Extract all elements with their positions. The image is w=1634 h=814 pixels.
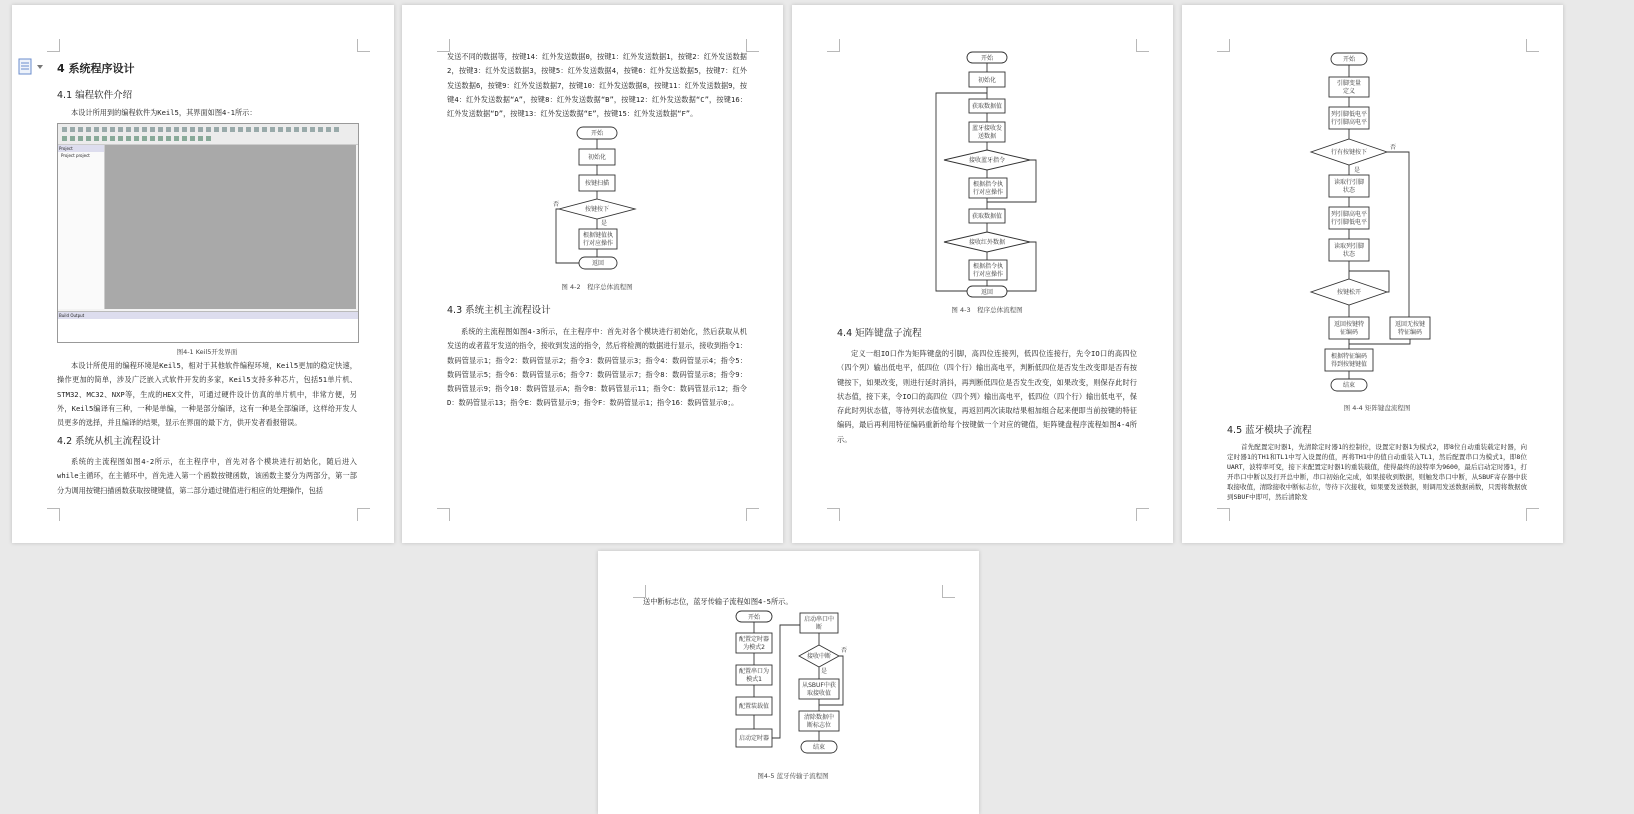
paragraph: 送中断标志位，蓝牙传输子流程如图4-5所示。 — [643, 597, 793, 606]
toolbar-icons — [62, 127, 342, 132]
flow-text: 得到按键键值 — [1330, 361, 1368, 368]
toolbar-icons — [62, 136, 212, 141]
flow-label: 否 — [840, 647, 848, 654]
project-panel-title: Project — [58, 145, 104, 152]
flow-text: 行对应操作 — [972, 271, 1004, 278]
flowchart-4-5 — [728, 609, 858, 759]
project-panel — [58, 145, 105, 309]
flow-text: 启动串口中 — [803, 616, 835, 623]
section-heading-4-1: 4.1 编程软件介绍 — [57, 90, 133, 101]
flow-text: 状态 — [1342, 187, 1356, 194]
flow-text: 返回 — [980, 289, 994, 296]
flow-text: 配置串口为 — [738, 668, 770, 675]
section-heading-4-3: 4.3 系统主机主流程设计 — [447, 305, 551, 316]
build-output-panel — [58, 311, 358, 342]
flow-text: 结束 — [812, 744, 826, 751]
flow-text: 行对应操作 — [972, 189, 1004, 196]
flow-label: 是 — [820, 668, 828, 675]
page-corner-mark — [1217, 508, 1230, 521]
flow-label: 否 — [1389, 144, 1397, 151]
page-corner-mark — [47, 508, 60, 521]
flow-text: 断标志位 — [806, 722, 832, 729]
flow-text: 开始 — [1342, 56, 1356, 63]
flow-text: 返回按键特 — [1333, 321, 1365, 328]
page-corner-mark — [746, 39, 759, 52]
flow-text: 清除数据中 — [803, 714, 835, 721]
keil5-screenshot — [57, 123, 359, 343]
document-page-5 — [598, 551, 979, 814]
flow-text: 按键扫描 — [584, 180, 610, 187]
flow-text: 断 — [815, 624, 823, 631]
page-corner-mark — [1136, 508, 1149, 521]
flow-text: 开始 — [980, 55, 994, 62]
editor-area — [105, 145, 356, 309]
flow-text: 行有按键按下 — [1330, 149, 1368, 156]
flow-text: 按键按下 — [584, 206, 610, 213]
section-heading-4-4: 4.4 矩阵键盘子流程 — [837, 328, 922, 339]
flow-text: 行对应操作 — [582, 240, 614, 247]
flow-text: 配置装载值 — [738, 703, 770, 710]
flow-text: 开始 — [590, 130, 604, 137]
page-corner-mark — [1526, 508, 1539, 521]
page-corner-mark — [437, 508, 450, 521]
flow-text: 结束 — [1342, 382, 1356, 389]
paragraph: 系统的主流程图如图4-3所示，在主程序中：首先对各个模块进行初始化，然后获取从机发送的或者蓝牙发送的指令，接收到发送的指令，然后将检测的数据进行显示，接收到指令1：数码管显示1；指令2：数码管显示2；指令3：数码管显示3；指令4：数码管显示4；指令5：数码管显示5；指令6：数码管显示6；指令7：数码管显示7；指令8：数码管显示8；指令9：数码管显示9；指令10：数码管显示A；指令B：数码管显示11；指令C：数码管显示12；指令D：数码管显示13；指令E：数码管显示9；指令F：数码管显示1；指令16：数码管显示0；。 — [447, 327, 747, 408]
flow-label: 是 — [1353, 167, 1361, 174]
document-page-4 — [1182, 5, 1563, 543]
flow-text: 根据特征编码 — [1330, 353, 1368, 360]
flowchart-4-3 — [932, 50, 1042, 300]
flow-text: 定义 — [1342, 88, 1356, 95]
paragraph: 发送不同的数据等，按键14：红外发送数据0，按键1：红外发送数据1，按键2：红外发送数据2，按键3：红外发送数据3，按键5：红外发送数据4，按键6：红外发送数据5，按键7：红外发送数据6，按键9：红外发送数据7，按键10：红外发送数据8，按键11：红外发送数据9，按键4：红外发送数据“A”，按键8：红外发送数据“B”，按键12：红外发送数据“C”，按键16：红外发送数据“D”，按键13：红外发送数据“E”，按键15：红外发送数据“F”。 — [447, 52, 747, 119]
paragraph: 系统的主流程图如图4-2所示，在主程序中，首先对各个模块进行初始化，随后进入while主循环，在主循环中，首先进入第一个函数按键函数，该函数主要分为两部分，第一部分为调用按键扫描函数获取按键键值，第二部分通过键值进行相应的处理操作，包括 — [57, 457, 357, 495]
flow-text: 列引脚高电平 — [1330, 211, 1368, 218]
flow-text: 送数据 — [977, 133, 997, 140]
flow-text: 征编码 — [1339, 329, 1359, 336]
flow-text: 行引脚低电平 — [1330, 219, 1368, 226]
toolbar-area — [58, 124, 358, 145]
figure-caption: 图4-5 蓝牙传输子流程图 — [757, 772, 829, 780]
flow-text: 开始 — [747, 614, 761, 621]
document-outline-icon[interactable] — [18, 58, 48, 76]
flow-text: 接收红外数据 — [968, 239, 1006, 246]
flow-label: 是 — [600, 220, 608, 227]
page-corner-mark — [942, 585, 955, 598]
page-corner-mark — [1217, 39, 1230, 52]
page-corner-mark — [746, 508, 759, 521]
flow-text: 读取行引脚 — [1333, 179, 1365, 186]
paragraph: 定义一组IO口作为矩阵键盘的引脚，高四位连接列，低四位连接行，先令IO口的高四位（四个列）输出低电平，低四位（四个行）输出高电平，判断低四位是否发生改变即是否有按键按下，如果改变，则进行延时消抖，再判断低四位是否发生改变，如果改变，则保存此时行状态值，接下来，令IO口的高四位（四个列）输出高电平，低四位（四个行）输出低电平，保存此时列状态值，等待列状态值恢复，再返回两次读取结果相加组合起来便即当前按键的特征编码，最后再利用特征编码重新给每个按键做一个对应的键值，矩阵键盘程序流程如图4-4所示。 — [837, 349, 1137, 444]
flow-label: 否 — [552, 201, 560, 208]
flow-text: 根据指令执 — [972, 181, 1004, 188]
flow-text: 初始化 — [977, 77, 997, 84]
figure-caption: 图 4-3 程序总体流程图 — [951, 306, 1023, 314]
paragraph: 本设计所使用的编程环境是Keil5，相对于其他软件编程环境，Keil5更加的稳定快速，操作更加的简单，涉及广泛嵌入式软件开发的多家，Keil5支持多种芯片，包括51单片机、STM32、MC32、NXP等，生成的HEX文件，可通过硬件设计仿真的单片机中，非常方便，另外，Keil5编译有三种，一种是单编，一种是部分编译，这有一种是全部编译，这样给开发人员更多的选择，并且编译的结果，显示在界面的最下方，供开发者看报错误。 — [57, 361, 357, 428]
document-page-1 — [12, 5, 394, 543]
flow-text: 配置定时器 — [738, 636, 770, 643]
figure-caption: 图 4-4 矩阵键盘流程图 — [1343, 404, 1411, 412]
paragraph: 本设计所用到的编程软件为Keil5，其界面如图4-1所示： — [71, 108, 257, 117]
build-output-title: Build Output — [58, 312, 358, 319]
page-corner-mark — [827, 39, 840, 52]
flow-text: 返回无按键 — [1394, 321, 1426, 328]
flow-text: 初始化 — [587, 154, 607, 161]
flow-text: 根据键值执 — [582, 232, 614, 239]
flow-text: 根据指令执 — [972, 263, 1004, 270]
section-heading-4-2: 4.2 系统从机主流程设计 — [57, 436, 161, 447]
flow-text: 返回 — [591, 260, 605, 267]
document-page-2 — [402, 5, 783, 543]
flow-text: 为模式2 — [743, 644, 765, 651]
page-corner-mark — [357, 39, 370, 52]
chapter-title: 4 系统程序设计 — [57, 62, 135, 75]
flow-text: 获取数据值 — [971, 103, 1003, 110]
flow-text: 模式1 — [746, 676, 762, 683]
section-heading-4-5: 4.5 蓝牙模块子流程 — [1227, 425, 1312, 436]
flow-text: 引脚变量 — [1336, 80, 1362, 87]
flow-text: 接收蓝牙指令 — [968, 157, 1006, 164]
flow-text: 读取列引脚 — [1333, 243, 1365, 250]
flow-text: 接收中断 — [806, 653, 832, 660]
figure-caption: 图4-1 Keil5开发界面 — [176, 348, 238, 356]
flowchart-4-2 — [552, 125, 642, 275]
flow-text: 蓝牙接收发 — [971, 125, 1003, 132]
page-corner-mark — [1136, 39, 1149, 52]
document-page-3 — [792, 5, 1173, 543]
page-corner-mark — [47, 39, 60, 52]
figure-caption: 图 4-2 程序总体流程图 — [561, 283, 633, 291]
flow-text: 获取数据值 — [971, 213, 1003, 220]
flow-text: 行引脚高电平 — [1330, 119, 1368, 126]
flowchart-4-4 — [1307, 51, 1452, 401]
page-corner-mark — [827, 508, 840, 521]
flow-text: 列引脚低电平 — [1330, 111, 1368, 118]
flow-text: 从SBUF中获 — [802, 682, 836, 689]
page-corner-mark — [1526, 39, 1539, 52]
flow-text: 取接收值 — [806, 690, 832, 697]
paragraph: 首先配置定时器1，先清除定时器1的控制位，设置定时器1为模式2，即8位自动重装载定时器，向定时器1的TH1和TL1中写入设置的值，再将TH1中的值自动重装入TL1，然后配置串口为模式1，即8位UART，波特率可变，接下来配置定时器1的重装载值，使得最终的波特率为9600，最后启动定时器1，打开串口中断以及打开总中断，串口初始化完成，如果接收到数据，则触发串口中断，从SBUF寄存器中获取接收值，清除接收中断标志位，等待下次接收，如果要发送数据，则调用发送数据函数，只需将数据放到SBUF中即可，然后清除发 — [1227, 443, 1527, 501]
project-tree-item: Project project — [61, 153, 90, 158]
flow-text: 特征编码 — [1397, 329, 1423, 336]
flow-text: 按键松开 — [1336, 289, 1362, 296]
flow-text: 状态 — [1342, 251, 1356, 258]
page-corner-mark — [357, 508, 370, 521]
flow-text: 启动定时器 — [738, 735, 770, 742]
